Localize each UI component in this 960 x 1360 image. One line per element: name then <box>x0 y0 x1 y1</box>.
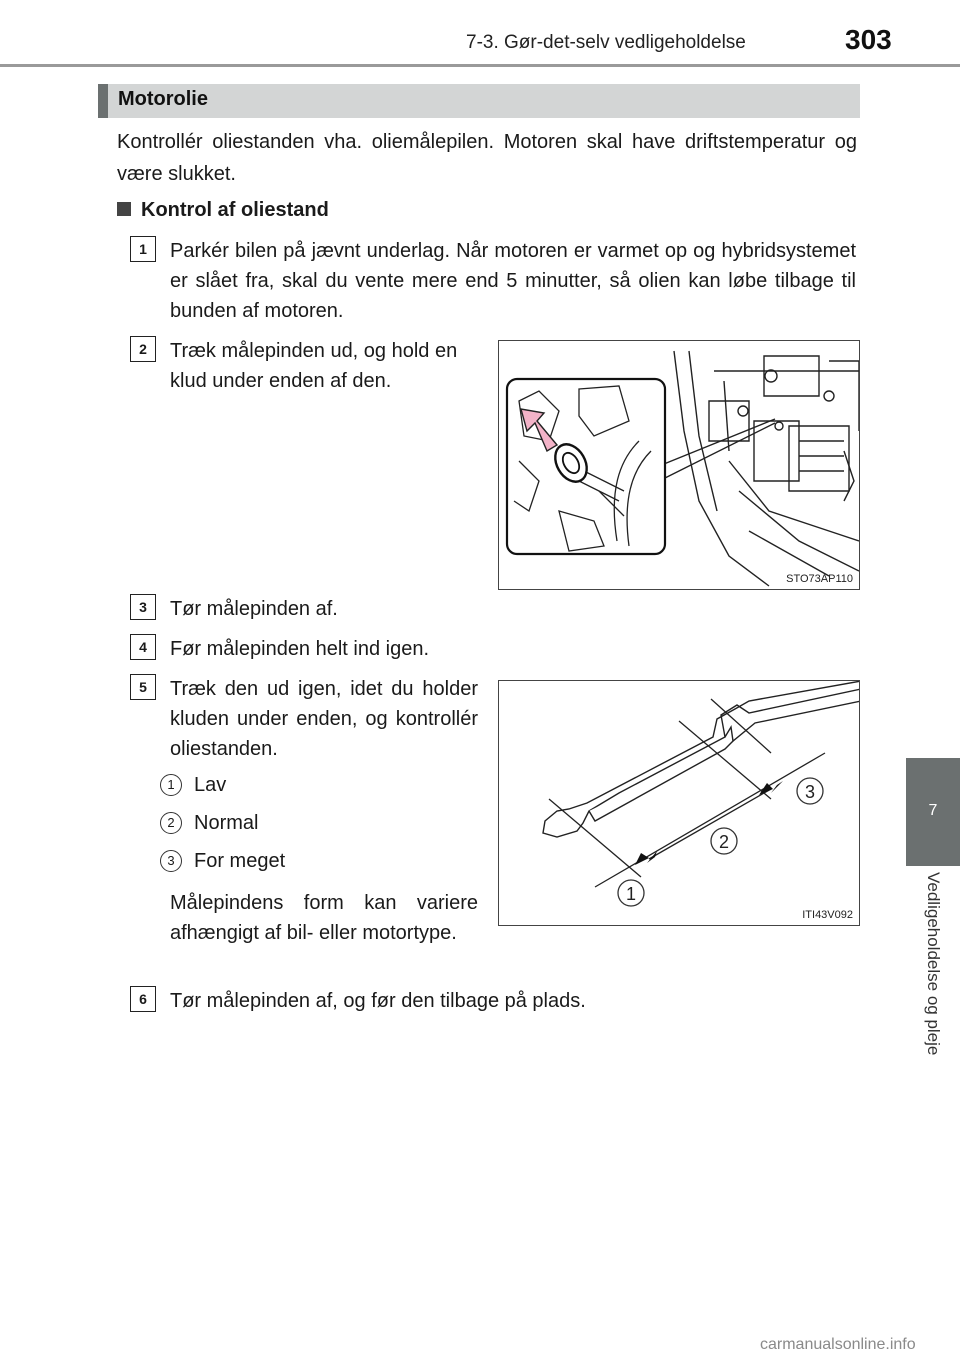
legend-item-too-much <box>160 850 285 873</box>
step-2-text: Træk målepinden ud, og hold en klud under enden af den. <box>170 340 458 392</box>
chapter-title: Vedligeholdelse og pleje <box>924 872 943 1056</box>
sub-heading-text: Kontrol af oliestand <box>141 199 329 221</box>
dipstick-callout-1: 1 <box>625 884 637 904</box>
intro-paragraph: Kontrollér oliestanden vha. oliemålepilen. Motoren skal have driftstemperatur og være slukket. <box>117 131 857 185</box>
step-badge-3: 3 <box>130 594 156 620</box>
note-text: Målepindens form kan variere afhængigt af bil- eller motortype. <box>170 892 478 944</box>
legend-label-low: Lav <box>194 774 227 796</box>
step-badge-6: 6 <box>130 986 156 1012</box>
dipstick-illustration <box>499 681 860 926</box>
step-3-text: Tør målepinden af. <box>170 598 338 620</box>
step-badge-2: 2 <box>130 336 156 362</box>
engine-bay-figure <box>498 340 860 590</box>
step-5-text: Træk den ud igen, idet du holder kluden under enden, og kontrollér oliestanden. <box>170 678 478 760</box>
legend-item-normal <box>160 812 258 835</box>
engine-figure-code: STO73AP110 <box>786 573 853 585</box>
page-number: 303 <box>845 24 892 55</box>
legend-label-normal: Normal <box>194 812 259 834</box>
chapter-title-vertical <box>906 872 960 1102</box>
callout-2-icon: 2 <box>160 812 182 834</box>
dipstick-callout-3: 3 <box>804 782 816 802</box>
dipstick-figure-code: ITI43V092 <box>802 909 853 921</box>
engine-bay-illustration <box>499 341 860 590</box>
callout-1-icon: 1 <box>160 774 182 796</box>
header-section-title: 7-3. Gør-det-selv vedligeholdelse <box>466 32 746 53</box>
square-bullet-icon <box>117 202 131 216</box>
step-6-text: Tør målepinden af, og før den tilbage på plads. <box>170 990 586 1012</box>
header-rule <box>0 64 960 67</box>
step-badge-4: 4 <box>130 634 156 660</box>
step-4-text: Før målepinden helt ind igen. <box>170 638 430 660</box>
dipstick-callout-2: 2 <box>718 832 730 852</box>
dipstick-figure <box>498 680 860 926</box>
sub-heading <box>117 199 329 222</box>
chapter-tab[interactable] <box>906 758 960 866</box>
step-1-text: Parkér bilen på jævnt underlag. Når motoren er varmet op og hybridsystemet er slået fra, skal du vente mere end 5 minutter, så olien kan løbe tilbage til bunden af motoren. <box>170 240 856 322</box>
step-badge-5: 5 <box>130 674 156 700</box>
section-title-bar <box>98 84 860 118</box>
callout-3-icon: 3 <box>160 850 182 872</box>
section-title: Motorolie <box>118 88 208 110</box>
chapter-number: 7 <box>928 802 938 819</box>
page-header <box>0 0 960 68</box>
legend-label-too-much: For meget <box>194 850 286 872</box>
watermark[interactable]: carmanualsonline.info <box>760 1336 916 1353</box>
legend-item-low <box>160 774 226 797</box>
step-badge-1: 1 <box>130 236 156 262</box>
